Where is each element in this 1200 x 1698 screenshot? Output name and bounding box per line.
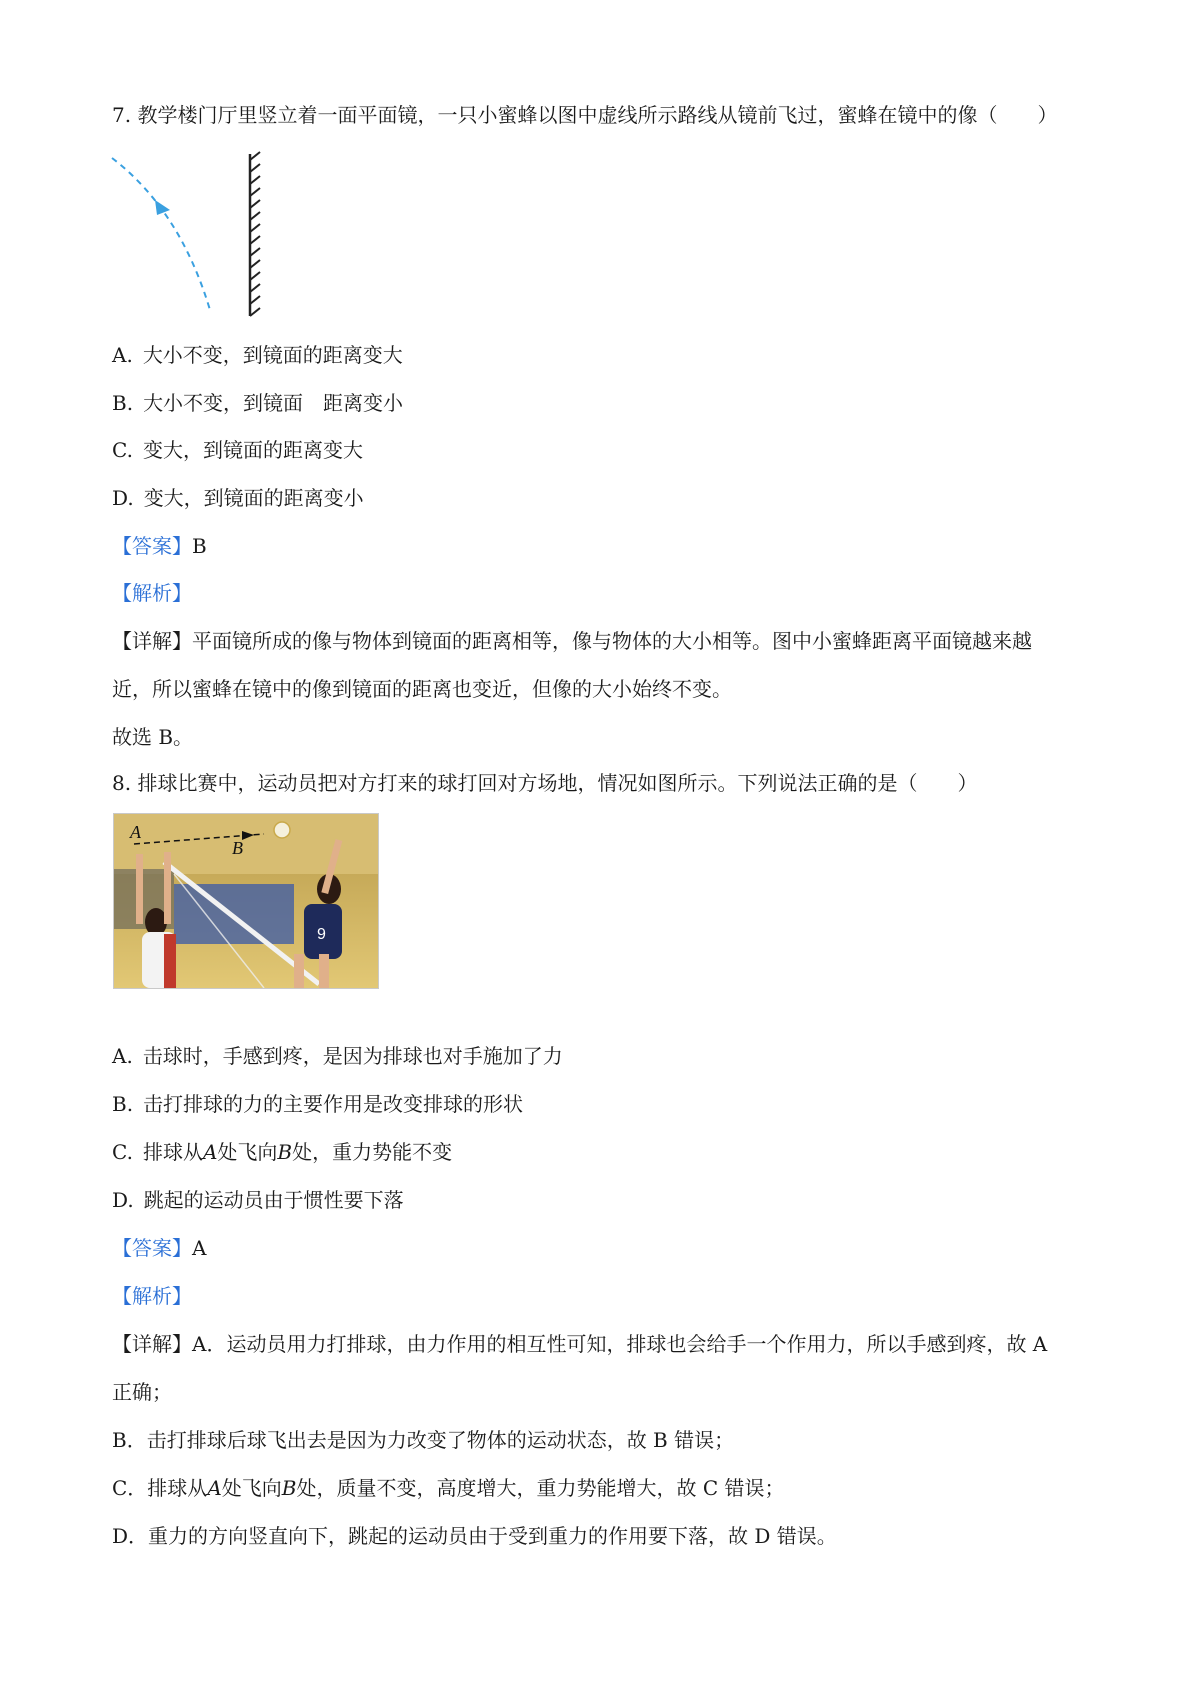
option-label: D.	[112, 1188, 134, 1212]
point-b: B	[277, 1140, 293, 1164]
q8-option-b	[112, 1089, 523, 1119]
option-label: A.	[112, 343, 133, 367]
bee-flight-path	[112, 158, 210, 310]
point-a: A	[202, 1140, 218, 1164]
option-text: 处飞向	[217, 1140, 278, 1164]
option-text: 击打排球的力的主要作用是改变排球的形状	[143, 1092, 524, 1116]
option-text: 大小不变，到镜面的距离变大	[142, 343, 403, 367]
option-label: D.	[112, 486, 134, 510]
q8-detail-d: D．重力的方向竖直向下，跳起的运动员由于受到重力的作用要下落，故 D 错误。	[112, 1524, 837, 1548]
option-label: B.	[112, 391, 134, 415]
q8-detail-a-line-1	[112, 1329, 1047, 1359]
q7-conclusion: 故选 B。	[112, 725, 194, 749]
option-label: C.	[112, 1140, 133, 1164]
q7-analysis-tag: 【解析】	[112, 581, 192, 605]
q8-answer	[112, 1233, 206, 1263]
option-text: 变大，到镜面的距离变大	[142, 438, 363, 462]
bee-direction-arrow	[155, 200, 170, 215]
detail-text: 平面镜所成的像与物体到镜面的距离相等，像与物体的大小相等。图中小蜜蜂距离平面镜越来越	[192, 629, 1032, 653]
answer-value: A	[192, 1236, 207, 1260]
q8-stem: 8. 排球比赛中，运动员把对方打来的球打回对方场地，情况如图所示。下列说法正确的是（ ）	[112, 771, 978, 795]
volleyball-photo	[113, 813, 379, 989]
point-b-label: B	[232, 838, 243, 858]
q7-option-b	[112, 388, 403, 418]
answer-tag: 【答案】	[112, 1236, 192, 1260]
option-label: A.	[112, 1044, 133, 1068]
option-label: B.	[112, 1092, 134, 1116]
detail-text: A．运动员用力打排球，由力作用的相互性可知，排球也会给手一个作用力，所以手感到疼，故 A	[192, 1332, 1048, 1356]
q8-detail-b: B．击打排球后球飞出去是因为力改变了物体的运动状态，故 B 错误；	[112, 1428, 735, 1452]
point-a-label: A	[130, 822, 141, 842]
q7-option-d	[112, 483, 364, 513]
mirror-bee-figure	[100, 150, 270, 320]
q7-stem: 7. 教学楼门厅里竖立着一面平面镜，一只小蜜蜂以图中虚线所示路线从镜前飞过，蜜蜂在镜中的像（ ）	[112, 103, 1058, 127]
volleyball	[274, 822, 290, 838]
jersey-number: 9	[317, 926, 326, 943]
q7-detail-line-2: 近，所以蜜蜂在镜中的像到镜面的距离也变近，但像的大小始终不变。	[112, 677, 732, 701]
option-text: 跳起的运动员由于惯性要下落	[143, 1188, 404, 1212]
answer-tag: 【答案】	[112, 534, 192, 558]
q8-detail-a-line-2: 正确；	[112, 1380, 172, 1404]
detail-tag: 【详解】	[112, 629, 192, 653]
option-text: 排球从	[142, 1140, 203, 1164]
q8-option-d	[112, 1185, 404, 1215]
option-text: 大小不变，到镜面 距离变小	[143, 391, 404, 415]
q7-option-c	[112, 435, 363, 465]
point-b: B	[281, 1476, 297, 1500]
option-text: 处，重力势能不变	[292, 1140, 453, 1164]
option-text: 变大，到镜面的距离变小	[143, 486, 364, 510]
q7-option-a	[112, 340, 403, 370]
point-a: A	[207, 1476, 222, 1500]
q8-detail-c	[112, 1473, 785, 1503]
detail-text: 处飞向	[221, 1476, 282, 1500]
detail-text: 处，质量不变，高度增大，重力势能增大，故 C 错误；	[296, 1476, 785, 1500]
detail-tag: 【详解】	[112, 1332, 192, 1356]
mirror-hatching	[250, 152, 260, 316]
option-label: C.	[112, 438, 133, 462]
q7-answer	[112, 531, 207, 561]
q8-option-a	[112, 1041, 563, 1071]
detail-text: C．排球从	[112, 1476, 208, 1500]
option-text: 击球时，手感到疼，是因为排球也对手施加了力	[142, 1044, 563, 1068]
q8-analysis-tag: 【解析】	[112, 1284, 192, 1308]
q7-detail-line-1	[112, 626, 1032, 656]
q8-option-c	[112, 1137, 452, 1167]
answer-value: B	[192, 534, 207, 558]
